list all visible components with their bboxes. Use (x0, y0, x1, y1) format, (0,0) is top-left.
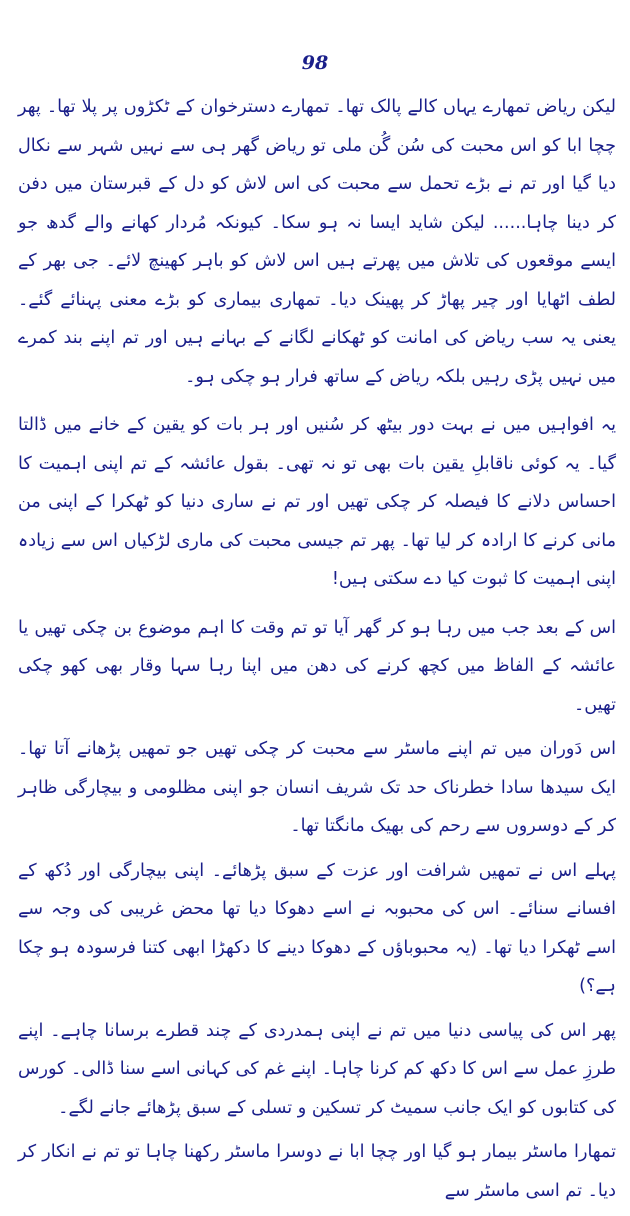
paragraph-2: یہ افواہیں میں نے بہت دور بیٹھ کر سُنیں اور ہر بات کو یقین کے خانے میں ڈالتا گیا۔ یہ کوئی ناقابلِ یقین بات بھی تو نہ تھی۔ بقول عائشہ کے تم اپنی اہمیت کا احساس دلانے کا فیصلہ کر چکی تھیں اور تم نے ساری دنیا کو ٹھکرا کے اپنی من مانی کرنے کا ارادہ کر لیا تھا۔ پھر تم جیسی محبت کی ماری لڑکیاں اس سے زیادہ اپنی اہمیت کا ثبوت کیا دے سکتی ہیں! (18, 415, 616, 589)
paragraph-7: تمھارا ماسٹر بیمار ہو گیا اور چچا ابا نے دوسرا ماسٹر رکھنا چاہا تو تم نے انکار کر دیا۔ تم اسی ماسٹر سے (18, 1142, 616, 1201)
paragraph-3: اس کے بعد جب میں رہا ہو کر گھر آیا تو تم وقت کا اہم موضوع بن چکی تھیں یا عائشہ کے الفاظ میں کچھ کرنے کی دھن میں اپنا رہا سہا وقار بھی کھو چکی تھیں۔ (18, 617, 616, 715)
page-number: 98 (301, 52, 329, 74)
paragraph-6: پھر اس کی پیاسی دنیا میں تم نے اپنی ہمدردی کے چند قطرے برسانا چاہے۔ اپنے طرزِ عمل سے اس کا دکھ کم کرنا چاہا۔ اپنے غم کی کہانی اسے سنا ڈالی۔ کورس کی کتابوں کو ایک جانب سمیٹ کر تسکین و تسلی کے سبق پڑھائے جانے لگے۔ (18, 1020, 616, 1118)
paragraph-5: پہلے اس نے تمھیں شرافت اور عزت کے سبق پڑھائے۔ اپنی بیچارگی اور دُکھ کے افسانے سنائے۔ اس کی محبوبہ نے اسے دھوکا دیا تھا محض غریبی کی وجہ سے اسے ٹھکرا دیا تھا۔ (یہ محبوباؤں کے دھوکا دینے کا دکھڑا ابھی کتنا فرسودہ ہو چکا ہے؟) (18, 860, 616, 996)
paragraph-4: اس دَوران میں تم اپنے ماسٹر سے محبت کر چکی تھیں جو تمھیں پڑھانے آتا تھا۔ ایک سیدھا سادا خطرناک حد تک شریف انسان جو اپنی مظلومی و بیچارگی ظاہر کر کے دوسروں سے رحم کی بھیک مانگتا تھا۔ (18, 739, 616, 836)
paragraph-1: لیکن ریاض تمھارے یہاں کالے پالک تھا۔ تمھارے دسترخوان کے ٹکڑوں پر پلا تھا۔ پھر چچا ابا کو اس محبت کی سُن گُن ملی تو ریاض گھر ہی سے نہیں شہر سے نکال دیا گیا اور تم نے بڑے تحمل سے محبت کی اس لاش کو دل کے قبرستان میں دفن کر دینا چاہا...... لیکن شاید ایسا نہ ہو سکا۔ کیونکہ مُردار کھانے والے گدھ جو ایسے موقعوں کی تلاش میں پھرتے ہیں اس لاش کو باہر کھینچ لائے۔ جی بھر کے لطف اٹھایا اور چیر پھاڑ کر پھینک دیا۔ تمھاری بیماری کو بڑے معنی پہنائے گئے۔ یعنی یہ سب ریاض کی امانت کو ٹھکانے لگانے کے بہانے ہیں اور تم اپنے بند کمرے میں نہیں پڑی رہیں بلکہ ریاض کے ساتھ فرار ہو چکی ہو۔ (18, 97, 616, 387)
page-body (18, 88, 616, 1216)
